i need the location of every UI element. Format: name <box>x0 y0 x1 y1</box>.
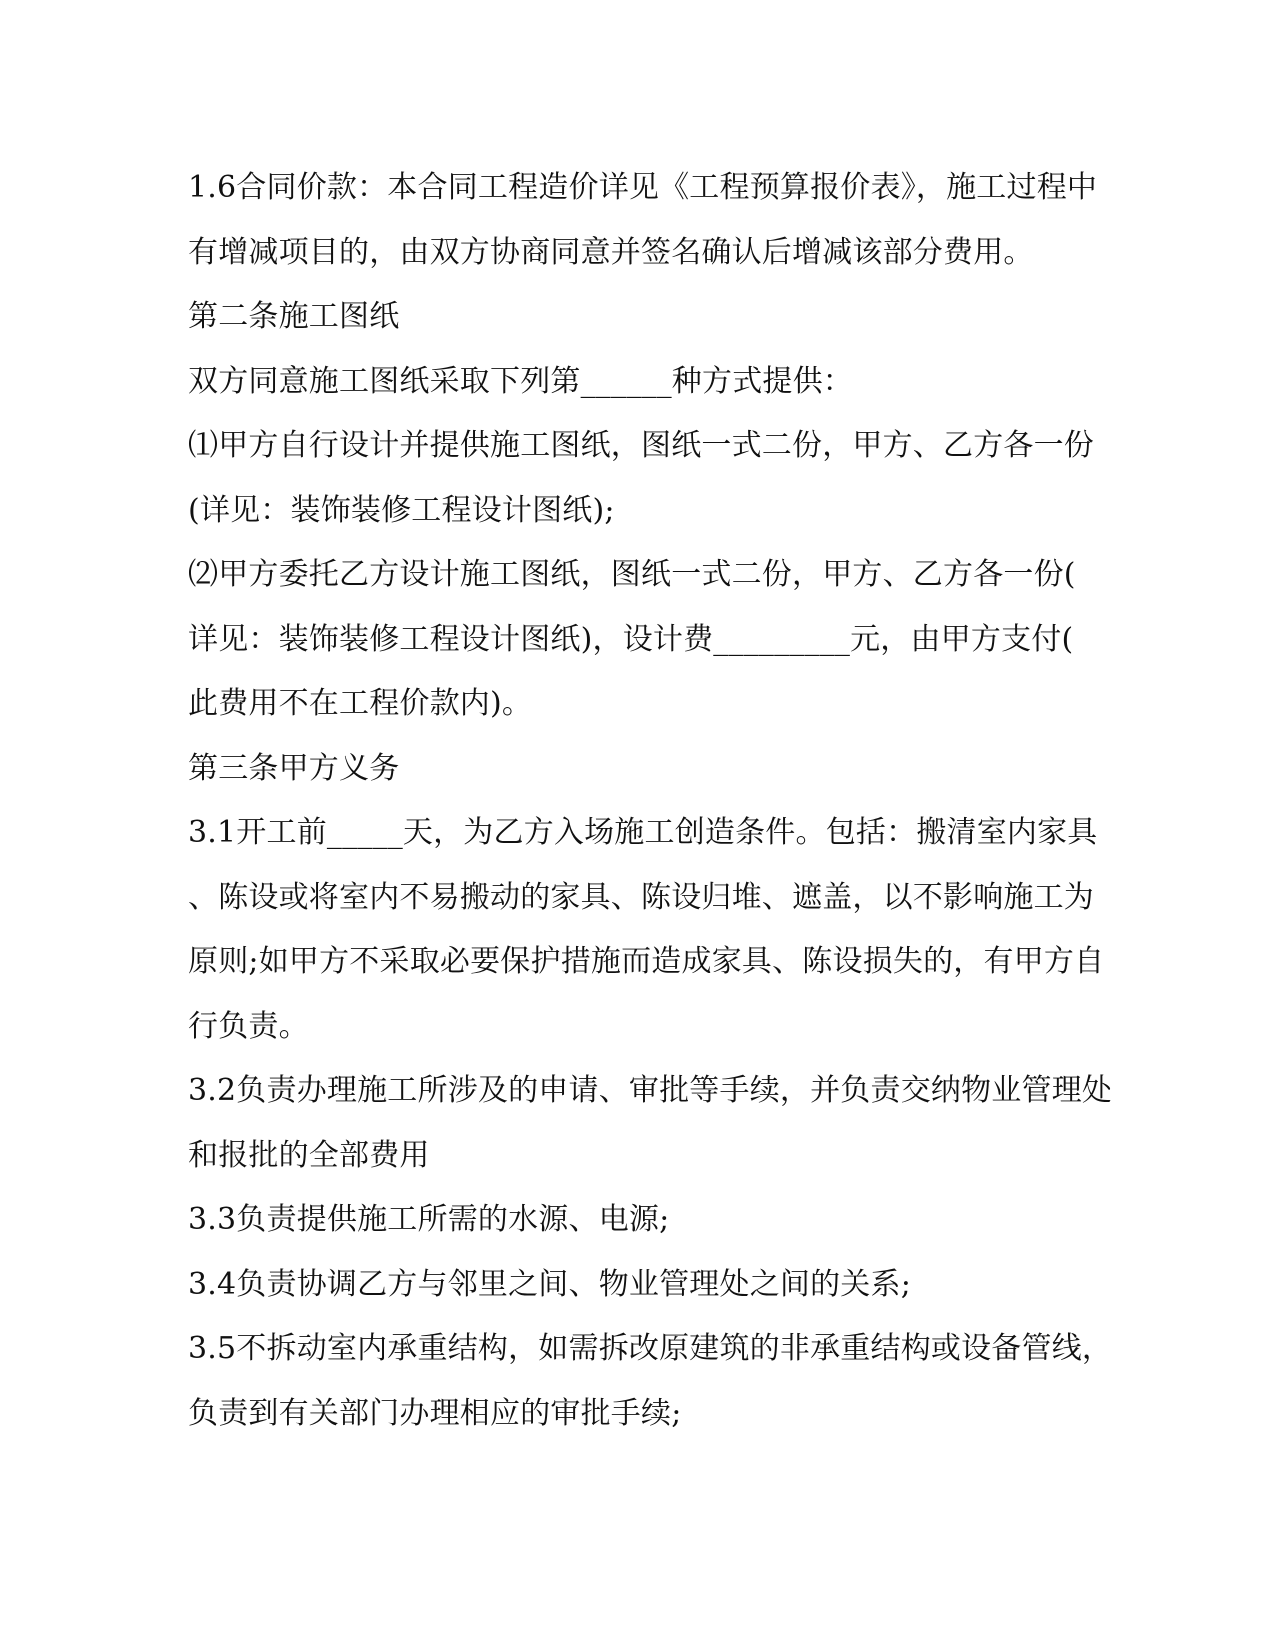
text-line: 和报批的全部费用 <box>188 1137 430 1173</box>
text-line: 双方同意施工图纸采取下列第______种方式提供： <box>188 363 853 399</box>
text-line: 3.2负责办理施工所涉及的申请、审批等手续，并负责交纳物业管理处 <box>188 1073 1113 1108</box>
text-line: 有增减项目的，由双方协商同意并签名确认后增减该部分费用。 <box>188 234 1034 270</box>
section-heading: 第三条甲方义务 <box>188 750 400 786</box>
section-heading: 第二条施工图纸 <box>188 299 400 334</box>
text-line: 行负责。 <box>188 1008 309 1044</box>
document-body <box>188 156 1113 1446</box>
text-line: 3.4负责协调乙方与邻里之间、物业管理处之间的关系; <box>188 1266 912 1302</box>
text-line: 负责到有关部门办理相应的审批手续; <box>188 1395 682 1431</box>
text-line: 此费用不在工程价款内)。 <box>188 686 533 721</box>
text-line: 、陈设或将室内不易搬动的家具、陈设归堆、遮盖，以不影响施工为 <box>188 879 1094 915</box>
text-line: 原则;如甲方不采取必要保护措施而造成家具、陈设损失的，有甲方自 <box>188 944 1105 979</box>
text-line: 1.6合同价款：本合同工程造价详见《工程预算报价表》，施工过程中 <box>188 170 1098 205</box>
text-line: (详见：装饰装修工程设计图纸); <box>188 492 615 528</box>
text-line: 详见：装饰装修工程设计图纸)，设计费_________元，由甲方支付( <box>188 621 1074 657</box>
text-line: 3.3负责提供施工所需的水源、电源; <box>188 1202 670 1237</box>
text-line: ⑴甲方自行设计并提供施工图纸，图纸一式二份，甲方、乙方各一份 <box>188 428 1094 463</box>
text-line: 3.1开工前_____天，为乙方入场施工创造条件。包括：搬清室内家具 <box>188 815 1098 850</box>
text-line: 3.5不拆动室内承重结构，如需拆改原建筑的非承重结构或设备管线， <box>188 1331 1113 1366</box>
text-line: ⑵甲方委托乙方设计施工图纸，图纸一式二份，甲方、乙方各一份( <box>188 557 1076 592</box>
